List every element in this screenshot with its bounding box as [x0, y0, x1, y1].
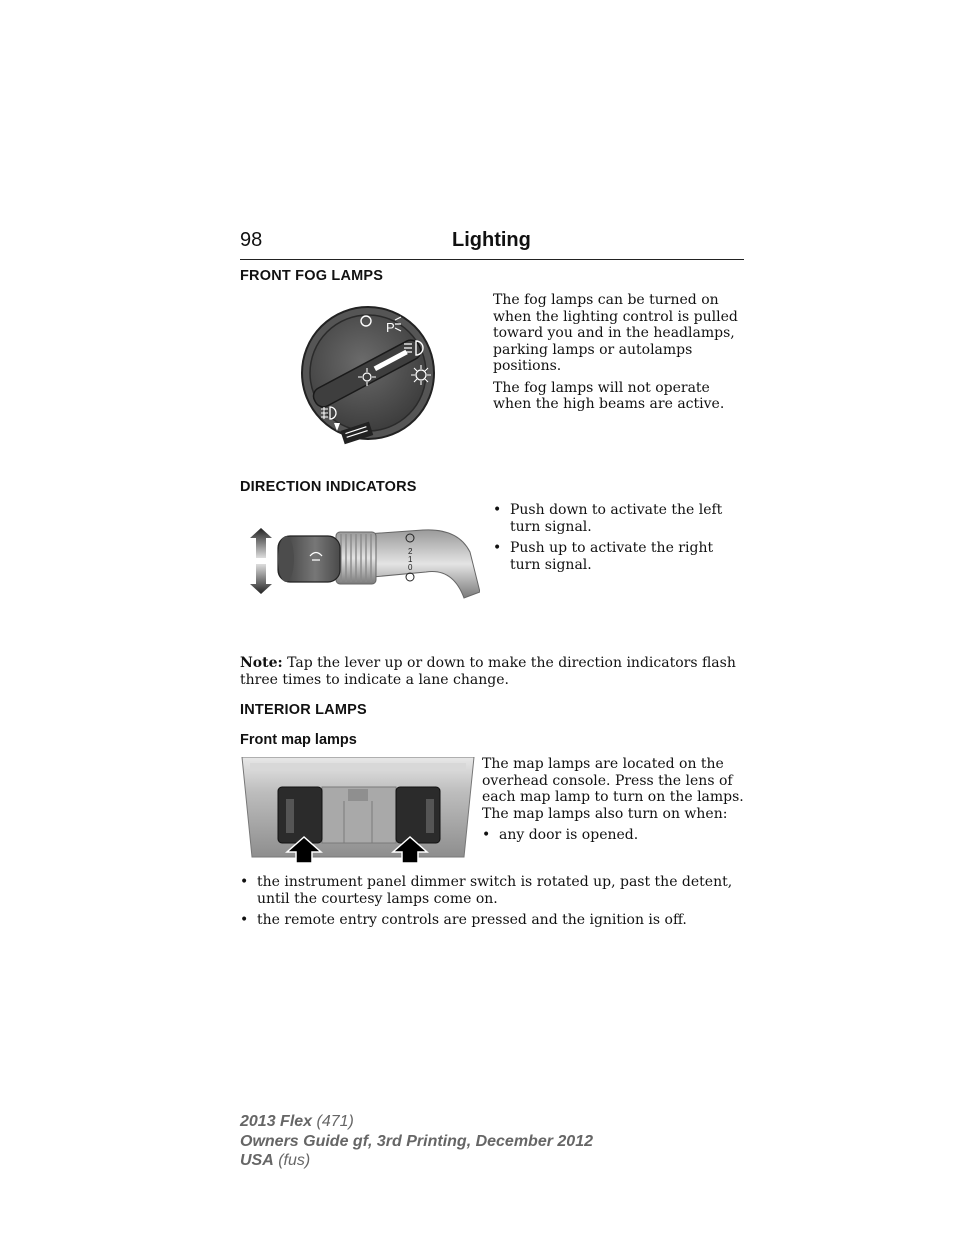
svg-text:P: P: [386, 320, 395, 335]
footer-guide: Owners Guide gf, 3rd Printing, December 2012: [240, 1132, 593, 1150]
direction-indicators-heading: DIRECTION INDICATORS: [240, 479, 417, 495]
footer-guide-line: [240, 1132, 593, 1152]
list-item: • Push up to activate the right turn signal.: [493, 540, 745, 573]
direction-note: [240, 655, 745, 688]
footer-market-code: (fus): [273, 1152, 311, 1169]
interior-lamps-heading: INTERIOR LAMPS: [240, 702, 367, 718]
direction-indicators-list: [493, 502, 745, 573]
svg-text:2: 2: [408, 547, 413, 556]
section-title: Lighting: [452, 229, 531, 251]
turn-signal-lever-illustration: [248, 522, 480, 604]
fog-lamps-heading: FRONT FOG LAMPS: [240, 268, 384, 284]
list-item: • any door is opened.: [482, 827, 745, 844]
front-map-lamps-subheading: Front map lamps: [240, 732, 357, 748]
svg-text:0: 0: [408, 563, 413, 572]
page-number: 98: [240, 229, 263, 251]
map-lamps-list: [240, 874, 745, 929]
footer: [240, 1112, 593, 1171]
footer-model-code: (471): [312, 1113, 354, 1130]
footer-model-line: [240, 1112, 593, 1132]
map-lamps-text: [482, 756, 745, 844]
footer-model: 2013 Flex: [240, 1113, 313, 1130]
footer-market-line: [240, 1151, 593, 1171]
note-text: Tap the lever up or down to make the direction indicators flash three times to indicate a lane change.: [240, 655, 736, 688]
list-item: • the instrument panel dimmer switch is rotated up, past the detent, until the courtesy lamps come on.: [240, 874, 745, 907]
fog-lamps-text: [493, 292, 745, 413]
footer-market: USA: [240, 1152, 274, 1169]
svg-text:1: 1: [408, 555, 413, 564]
map-lamps-illustration: [240, 757, 476, 863]
headlamp-switch-illustration: [300, 305, 440, 445]
map-lamps-paragraph: The map lamps are located on the overhead console. Press the lens of each map lamp to turn on the lamps. The map lamps also turn on when:: [482, 756, 744, 822]
header-rule: [240, 259, 744, 260]
note-label: Note:: [240, 655, 283, 671]
fog-lamps-paragraph-2: The fog lamps will not operate when the high beams are active.: [493, 379, 725, 412]
list-item: • the remote entry controls are pressed and the ignition is off.: [240, 912, 745, 929]
list-item: • Push down to activate the left turn signal.: [493, 502, 745, 535]
fog-lamps-paragraph-1: The fog lamps can be turned on when the lighting control is pulled toward you and in the headlamps, parking lamps or autolamps positions.: [493, 292, 738, 374]
